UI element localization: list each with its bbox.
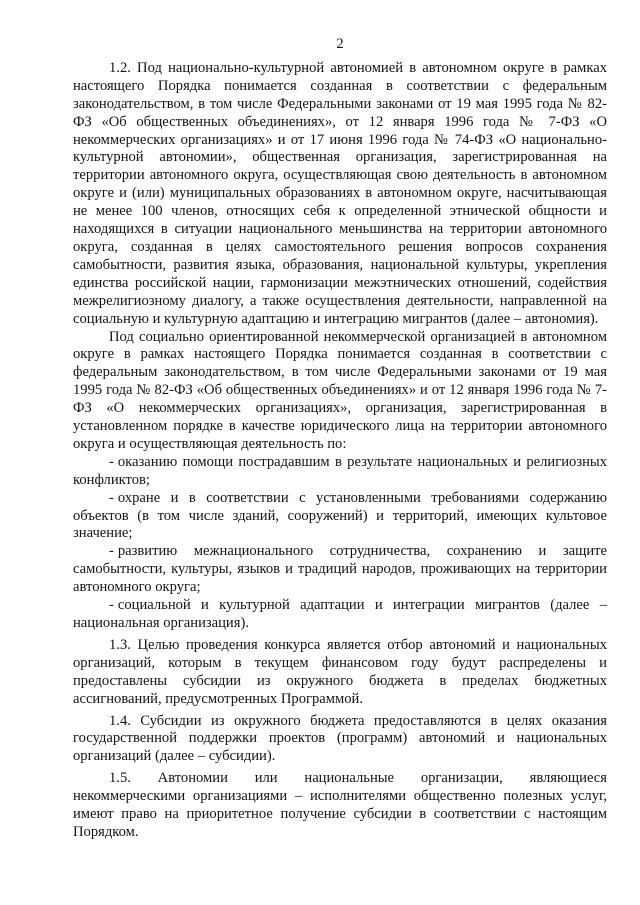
list-item-text: охране и в соответствии с установленными требованиями содержанию объектов (в том числе зданий, сооружений) и территорий, имеющих культовое значение; <box>73 489 607 542</box>
list-item <box>73 597 607 633</box>
bullet-marker: - <box>109 597 114 614</box>
list-item-text: развитию межнационального сотрудничества, сохранению и защите самобытности, культуры, языков и традиций народов, проживающих на территории автономного округа; <box>73 543 607 596</box>
paragraph-sonko-definition: Под социально ориентированной некоммерческой организацией в автономном округе в рамках настоящего Порядка понимается созданная в соответствии с федеральным законодательством, в том числе Федеральными законами от 19 мая 1995 года № 82-ФЗ «Об общественных объединениях» и от 12 января 1996 года № 7-ФЗ «О некоммерческих организациях», организация, зарегистрированная в установленном порядке в качестве юридического лица на территории автономного округа и осуществляющая деятельность по: <box>73 328 607 452</box>
list-item <box>73 454 607 490</box>
list-item <box>73 543 607 597</box>
bullet-marker: - <box>109 543 114 560</box>
list-item <box>73 490 607 544</box>
paragraph-1-4: 1.4. Субсидии из окружного бюджета предоставляются в целях оказания государственной поддержки проектов (программ) автономий и национальных организаций (далее – субсидии). <box>73 712 607 765</box>
page-number: 2 <box>336 36 344 52</box>
bullet-marker: - <box>109 489 114 506</box>
list-item-text: оказанию помощи пострадавшим в результате национальных и религиозных конфликтов; <box>73 453 607 488</box>
bullet-marker: - <box>109 453 114 470</box>
paragraph-1-3: 1.3. Целью проведения конкурса является отбор автономий и национальных организаций, которым в текущем финансовом году будут распределены и предоставлены субсидии из окружного бюджета в пределах бюджетных ассигнований, предусмотренных Программой. <box>73 636 607 707</box>
list-item-text: социальной и культурной адаптации и интеграции мигрантов (далее – национальная организация). <box>73 597 607 631</box>
paragraph-1-5: 1.5. Автономии или национальные организации, являющиеся некоммерческими организациями – исполнителями общественно полезных услуг, имеют право на приоритетное получение субсидии в соответствии с настоящим Порядком. <box>73 770 607 840</box>
paragraph-1-2: 1.2. Под национально-культурной автономией в автономном округе в рамках настоящего Порядка понимается созданная в соответствии с федеральным законодательством, в том числе Федеральными законами от 19 мая 1995 года № 82-ФЗ «Об общественных объединениях», от 12 января 1996 года № 7-ФЗ «О некоммерческих организациях» и от 17 июня 1996 года № 74-ФЗ «О национально-культурной автономии», общественная организация, зарегистрированная на территории автономного округа, осуществляющая свою деятельность в автономном округе и (или) муниципальных образованиях в автономном округе, насчитывающая не менее 100 членов, относящих себя к определенной этнической общности и находящихся в ситуации национального меньшинства на территории автономного округа, созданная в целях самостоятельного решения вопросов сохранения самобытности, развития языка, образования, национальной культуры, укрепления единства российской нации, гармонизации межэтнических отношений, содействия межрелигиозному диалогу, а также осуществления деятельности, направленной на социальную и культурную адаптацию и интеграцию мигрантов (далее – автономия). <box>73 59 607 327</box>
